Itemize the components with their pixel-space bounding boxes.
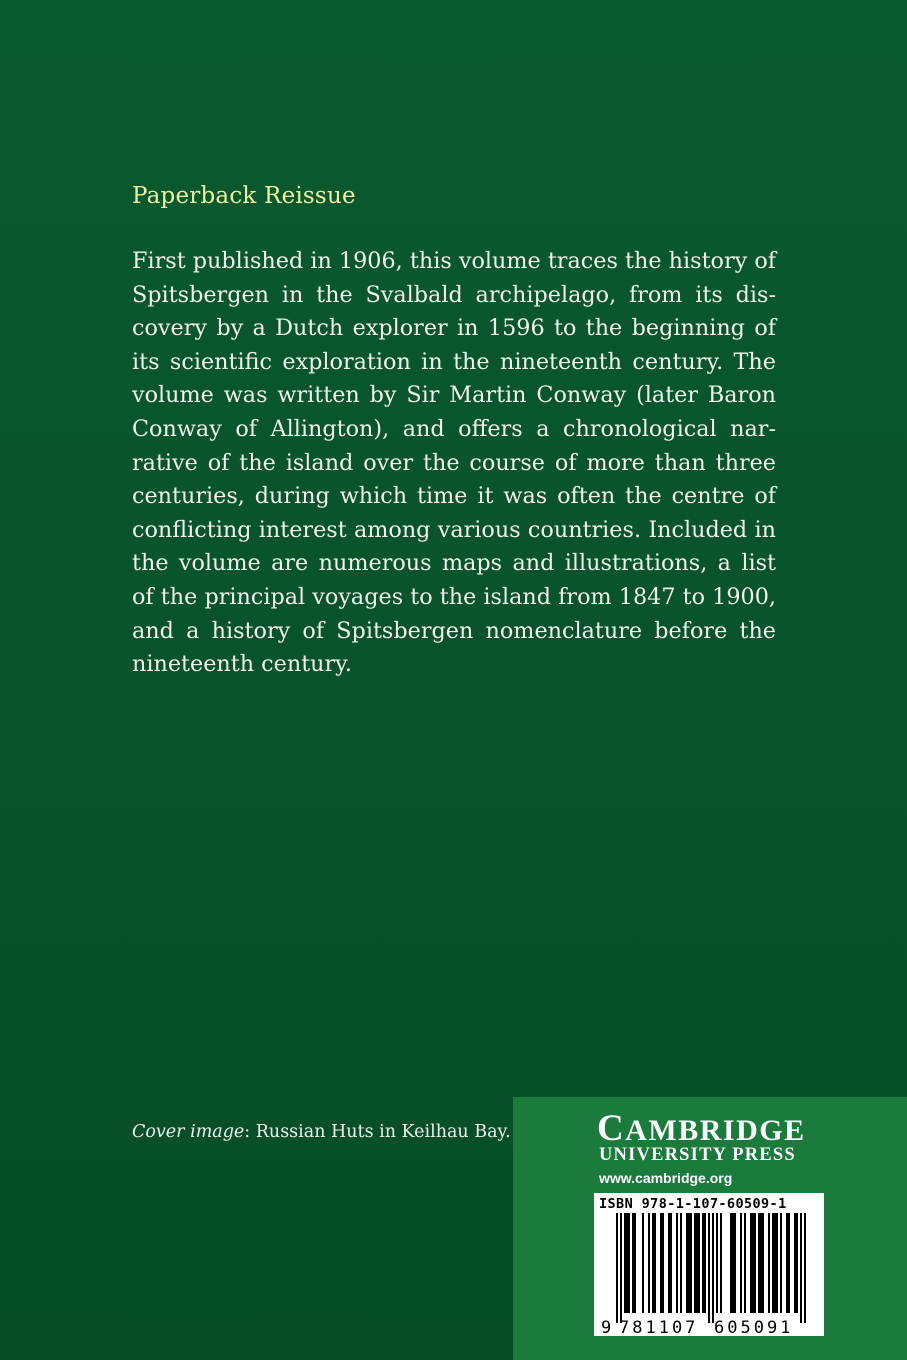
- barcode-bar: [788, 1213, 790, 1313]
- barcode-bar: [780, 1213, 782, 1313]
- barcode-bar: [698, 1213, 700, 1313]
- barcode-bar: [772, 1213, 774, 1313]
- publisher-logo: [597, 1107, 806, 1150]
- barcode-bar: [670, 1213, 672, 1313]
- barcode-bar: [744, 1213, 746, 1313]
- barcode-bar: [712, 1213, 714, 1323]
- barcode-bar: [752, 1213, 754, 1313]
- publisher-name-rest: AMBRIDGE: [625, 1114, 806, 1147]
- barcode-bar: [688, 1213, 690, 1313]
- barcode-bar: [786, 1213, 788, 1313]
- barcode-bar: [734, 1213, 736, 1313]
- publisher-name-initial: C: [597, 1108, 626, 1149]
- barcode-bar: [750, 1213, 752, 1313]
- isbn-barcode: [594, 1193, 824, 1336]
- barcode-bar: [690, 1213, 692, 1313]
- barcode-bar: [758, 1213, 760, 1313]
- barcode-bar: [616, 1213, 618, 1323]
- publisher-subtitle: UNIVERSITY PRESS: [599, 1145, 796, 1165]
- barcode-bar: [652, 1213, 654, 1313]
- barcode-bar: [762, 1213, 764, 1313]
- barcode-bar: [774, 1213, 776, 1313]
- barcode-bars: [594, 1193, 824, 1336]
- series-label: Paperback Reissue: [132, 183, 356, 209]
- barcode-bar: [794, 1213, 796, 1313]
- barcode-bar: [760, 1213, 762, 1313]
- barcode-bar: [776, 1213, 778, 1313]
- publisher-url: www.cambridge.org: [599, 1170, 733, 1186]
- publisher-panel: [513, 1097, 907, 1360]
- barcode-bar: [732, 1213, 734, 1313]
- barcode-bar: [702, 1213, 704, 1313]
- barcode-bar: [686, 1213, 688, 1313]
- barcode-first-digit: 9: [601, 1318, 612, 1336]
- barcode-bar: [704, 1213, 706, 1313]
- barcode-bar: [696, 1213, 698, 1313]
- barcode-bar: [716, 1213, 718, 1313]
- barcode-bar: [620, 1213, 622, 1323]
- barcode-bar: [708, 1213, 710, 1323]
- book-description: First published in 1906, this volume traces the history of Spitsbergen in the Svalbald archipelago, from its discovery by a Dutch explorer in 1596 to the beginning of its scientific exploration in the nineteenth century. The volume was written by Sir Martin Conway (later Baron Conway of Allington), and offers a chronological narrative of the island over the course of more than three centuries, during which time it was often the centre of conflicting interest among various countries. Included in the volume are numerous maps and illustrations, a list of the principal voyages to the island from 1847 to 1900, and a history of Spitsbergen nomenclature before the nineteenth century.: [132, 248, 776, 678]
- cover-image-credit: [132, 1122, 511, 1142]
- barcode-bar: [648, 1213, 650, 1313]
- cover-image-credit-separator: :: [244, 1122, 256, 1142]
- barcode-bar: [632, 1213, 634, 1313]
- barcode-bar: [660, 1213, 662, 1313]
- barcode-bar: [680, 1213, 682, 1313]
- isbn-number: ISBN 978-1-107-60509-1: [599, 1196, 787, 1212]
- barcode-bar: [668, 1213, 670, 1313]
- barcode-right-digits: 605091: [714, 1318, 794, 1336]
- barcode-bar: [626, 1213, 628, 1313]
- barcode-bar: [654, 1213, 656, 1313]
- barcode-bar: [754, 1213, 756, 1313]
- barcode-bar: [662, 1213, 664, 1313]
- barcode-bar: [740, 1213, 742, 1313]
- barcode-bar: [800, 1213, 802, 1323]
- barcode-bar: [676, 1213, 678, 1313]
- barcode-bar: [634, 1213, 636, 1313]
- cover-image-credit-text: Russian Huts in Keilhau Bay.: [255, 1122, 511, 1142]
- barcode-bar: [720, 1213, 722, 1313]
- barcode-bar: [768, 1213, 770, 1313]
- barcode-left-digits: 781107: [619, 1318, 699, 1336]
- barcode-bar: [796, 1213, 798, 1313]
- barcode-bar: [694, 1213, 696, 1313]
- barcode-bar: [628, 1213, 630, 1313]
- cover-image-credit-label: Cover image: [132, 1122, 245, 1142]
- barcode-bar: [804, 1213, 806, 1323]
- barcode-bar: [730, 1213, 732, 1313]
- barcode-bar: [624, 1213, 626, 1313]
- barcode-bar: [642, 1213, 644, 1313]
